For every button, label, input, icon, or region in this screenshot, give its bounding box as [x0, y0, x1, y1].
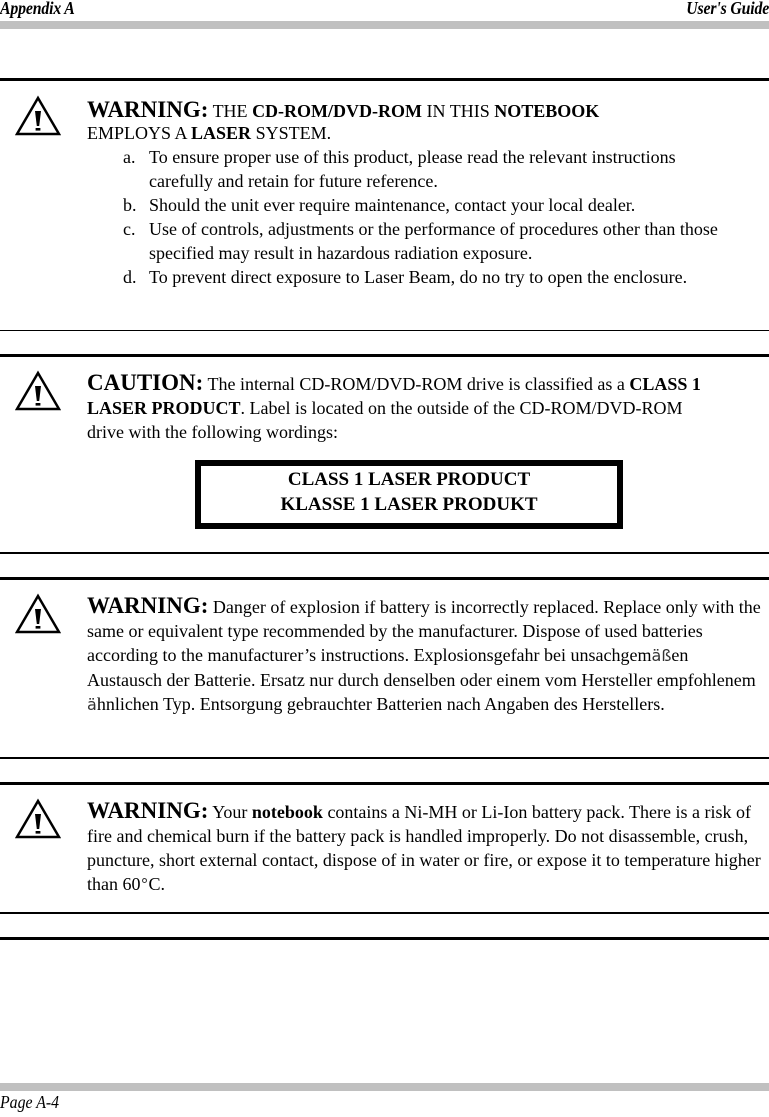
notice-1-top-rule — [0, 78, 769, 81]
notice-2-top-rule — [0, 354, 769, 357]
notice-2-type: CAUTION: — [87, 370, 204, 395]
list-marker: c. — [123, 219, 136, 239]
warning-triangle-icon — [15, 593, 61, 635]
notice-3-umlaut: äß — [651, 646, 672, 665]
list-item-text: Should the unit ever require maintenance, contact your local dealer. — [149, 195, 636, 215]
degree-symbol: ° — [140, 875, 149, 894]
notice-3 — [87, 594, 765, 717]
header-document-title: User's Guide — [686, 0, 769, 18]
notice-1-list — [87, 145, 759, 289]
notice-4-text: contains a Ni-MH or Li-Ion battery pack. There is a risk of fire and chemical burn if the battery pack is handled improperly. Do not disassemble, crush, puncture, short external contact, dispose of in water or fire, or expose it to temperature higher than 60 — [87, 802, 761, 894]
notice-4-top-rule — [0, 782, 769, 785]
list-item-text: To ensure proper use of this product, please read the relevant instructions carefully and retain for future reference. — [149, 147, 676, 191]
notice-2-text: The internal CD-ROM/DVD-ROM drive is classified as a — [203, 374, 630, 394]
warning-triangle-icon — [15, 370, 61, 412]
warning-triangle-icon — [15, 798, 61, 840]
label-line-en: CLASS 1 LASER PRODUCT — [287, 469, 531, 490]
notice-4-bold: notebook — [251, 802, 323, 822]
footer-divider — [0, 1083, 769, 1091]
notice-3-umlaut: ä — [87, 695, 97, 714]
list-item-text: To prevent direct exposure to Laser Beam, do no try to open the enclosure. — [149, 267, 688, 287]
list-marker: a. — [123, 147, 136, 167]
notice-1-text: SYSTEM. — [251, 123, 332, 143]
notice-2-text: . Label is located on the outside of the CD-ROM/DVD-ROM drive with the following wordings: — [87, 398, 683, 442]
list-item — [87, 193, 759, 217]
notice-3-text: hnlichen Typ. Entsorgung gebrauchter Batterien nach Angaben des Herstellers. — [96, 694, 665, 714]
notice-2-bottom-rule — [0, 552, 769, 554]
notice-1-bold: NOTEBOOK — [494, 101, 600, 121]
laser-class-label — [195, 460, 623, 529]
notice-3-type: WARNING: — [87, 593, 209, 618]
notice-3-bottom-rule — [0, 757, 769, 759]
list-item — [87, 145, 759, 193]
notice-3-text: en Austausch der Batterie. Ersatz nur durch denselben oder einem vom Hersteller empfohlenem — [87, 645, 756, 690]
label-line-de: KLASSE 1 LASER PRODUKT — [280, 494, 538, 515]
notice-1-bottom-rule — [0, 330, 769, 331]
notice-3-top-rule — [0, 577, 769, 580]
list-marker: d. — [123, 267, 137, 287]
list-item-text: Use of controls, adjustments or the performance of procedures other than those specified may result in hazardous radiation exposure. — [149, 219, 718, 263]
notice-2-bold: CLASS 1 LASER PRODUCT — [87, 374, 701, 418]
closing-rule — [0, 937, 769, 940]
list-item — [87, 265, 759, 289]
notice-1 — [87, 96, 759, 289]
header-section-title: Appendix A — [0, 0, 75, 18]
notice-4-text: Your — [208, 802, 252, 822]
warning-triangle-icon — [15, 95, 61, 137]
notice-1-text: EMPLOYS A — [87, 123, 192, 143]
notice-1-text: IN THIS — [422, 101, 495, 121]
notice-1-type: WARNING: — [87, 97, 209, 122]
header-divider — [0, 21, 769, 29]
list-marker: b. — [123, 195, 137, 215]
notice-1-bold: LASER — [191, 123, 252, 143]
notice-2 — [87, 371, 759, 444]
notice-4-text: C. — [148, 874, 166, 894]
notice-1-bold: CD-ROM/DVD-ROM — [252, 101, 423, 121]
page-number: Page A-4 — [0, 1092, 60, 1112]
notice-4-type: WARNING: — [87, 798, 209, 823]
notice-4 — [87, 799, 765, 897]
notice-3-text: Danger of explosion if battery is incorrectly replaced. Replace only with the same or equivalent type recommended by the manufacturer. Dispose of used batteries according to the manufacturer’s instructions. Explosionsgefahr bei unsachgem — [87, 597, 761, 665]
notice-4-bottom-rule — [0, 912, 769, 914]
list-item — [87, 217, 759, 265]
notice-1-text: THE — [208, 101, 253, 121]
